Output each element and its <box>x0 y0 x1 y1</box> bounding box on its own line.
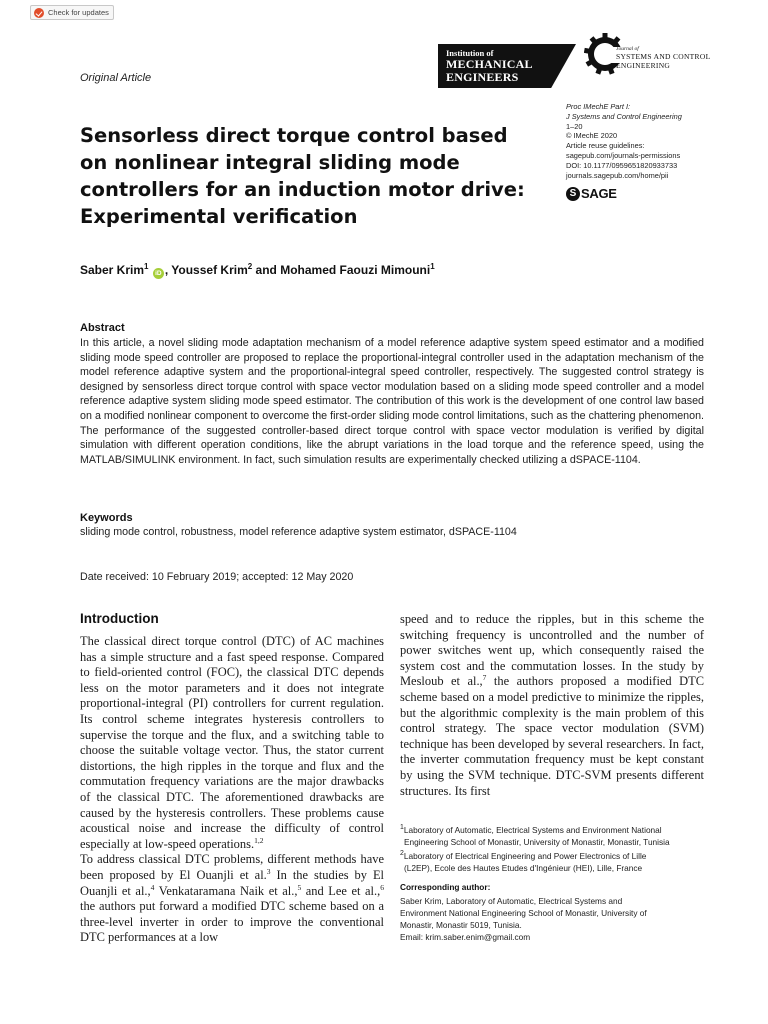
author-3: and Mohamed Faouzi Mimouni <box>252 263 431 277</box>
corresponding-author-heading: Corresponding author: <box>400 882 491 892</box>
orcid-icon[interactable]: iD <box>153 268 164 279</box>
corresponding-line: Monastir, Monastir 5019, Tunisia. <box>400 920 522 930</box>
intro-paragraph-2-cont: Venkataramana Naik et al., <box>154 883 298 898</box>
corresponding-email[interactable]: Email: krim.saber.enim@gmail.com <box>400 932 531 942</box>
citation-link[interactable]: 4 <box>150 882 155 892</box>
author-3-affil: 1 <box>430 262 435 271</box>
journal-logo-line2: SYSTEMS AND CONTROL <box>616 52 711 61</box>
publisher-logo-line3: ENGINEERS <box>446 70 519 84</box>
abstract-text: In this article, a novel sliding mode adaptation mechanism of a model reference adaptive system speed estimator and a modified sliding mode speed controller are proposed to replace the proportional-integral controller used in the adaptation mechanism of the model reference adaptive system and the proportional-integral speed controller, respectively. The suggested control strategy is designed by sensorless direct torque control with space vector modulation based on a sliding mode speed controller and a model reference adaptive system sliding mode speed estimator. The contribution of this work is the development of one control law based on a modified nonlinear component to overcome the first-order sliding mode control limitations, such as the chattering phenomenon. The performance of the suggested controller-based direct torque control with space vector modulation is verified by digital simulation with different operation conditions, like the abrupt variations in the load torque and the reference speed, using the MATLAB/SIMULINK environment. In fact, such simulation results are experimentally checked utilizing a dSPACE-1104. <box>80 337 704 466</box>
author-2-affil: 2 <box>247 262 253 271</box>
journal-info-line1: Proc IMechE Part I: <box>566 102 631 111</box>
intro-paragraph-2: To address classical DTC problems, different methods have been proposed by El Ouanjli et al. <box>80 852 384 882</box>
journal-info-pages: 1–20 <box>566 121 583 131</box>
intro-paragraph-1: The classical direct torque control (DTC) of AC machines has a simple structure and a fast speed response. Compared to field-oriented control (FOC), the classical DTC depends less on the motor parameters and it does not integrate proportional-integral (PI) controllers for current regulation. Its control scheme integrates hysteresis controllers to supervise the torque and the flux, and a switching table to choose the suitable voltage vector. Thus, the stator current distortions, the high ripples in the torque and flux and the commutation frequency variations are the major drawbacks of the classical DTC. The aforementioned drawbacks are caused by the hysteresis controllers. These problems cause acoustical noise and increase the difficulty of control especially at low-speed operations. <box>80 634 384 851</box>
keywords-text: sliding mode control, robustness, model reference adaptive system estimator, dSPACE-1104 <box>80 526 517 538</box>
author-1: Saber Krim <box>80 263 145 277</box>
journal-logo-line1: Journal of <box>616 46 639 52</box>
affiliation-2-cont: (L2EP), Ecole des Hautes Etudes d'Ingénieur (HEI), Lille, France <box>404 862 643 873</box>
check-for-updates-label: Check for updates <box>48 8 109 17</box>
publisher-logo-line1: Institution of <box>446 48 494 58</box>
affil-marker: 2 <box>400 849 404 857</box>
permissions-link[interactable]: sagepub.com/journals-permissions <box>566 150 681 160</box>
citation-link[interactable]: 3 <box>266 866 271 876</box>
affil-marker: 1 <box>400 824 404 831</box>
keywords-heading: Keywords <box>80 512 133 524</box>
dates: Date received: 10 February 2019; accepted: 12 May 2020 <box>80 571 354 583</box>
affiliation-1-cont: Engineering School of Monastir, University of Monastir, Monastir, Tunisia <box>404 836 670 847</box>
corresponding-line: Saber Krim, Laboratory of Automatic, Electrical Systems and <box>400 896 623 906</box>
body-column-left <box>80 634 384 946</box>
journal-info-line2: J Systems and Control Engineering <box>566 111 682 121</box>
check-icon <box>34 8 44 18</box>
intro-paragraph-2-cont: In the studies by El Ouanjli et al., <box>80 867 384 898</box>
citation-link[interactable]: 1,2 <box>254 835 264 845</box>
publisher-logo <box>438 44 576 88</box>
journal-home-link[interactable]: journals.sagepub.com/home/pii <box>566 170 669 180</box>
affiliations <box>400 822 710 874</box>
author-list <box>80 262 435 279</box>
intro-paragraph-2-cont: and Lee et al., <box>301 883 381 898</box>
intro-paragraph-2-cont: the authors put forward a modified DTC scheme based on a three-level inverter in order to improve the conventional DTC performances at a low <box>80 899 384 945</box>
journal-info-copyright: © IMechE 2020 <box>566 131 618 141</box>
check-for-updates-button[interactable] <box>30 5 114 20</box>
section-heading-introduction: Introduction <box>80 611 159 626</box>
author-1-affil: 1 <box>144 262 149 271</box>
journal-info-reuse: Article reuse guidelines: <box>566 141 645 151</box>
abstract-heading: Abstract <box>80 322 125 334</box>
intro-paragraph-2-cont: the authors proposed a modified DTC scheme based on a model predictive to minimize the ripples, but the algorithmic complexity is the main problem of this control strategy. The space vector modulation (SVM) technique has been developed by several researchers. In fact, the inverter commutation frequency must be kept constant by using the SVM technique. DTC-SVM presents different structures. Its first <box>400 674 704 798</box>
doi-link[interactable]: DOI: 10.1177/0959651820933733 <box>566 160 678 170</box>
citation-link[interactable]: 5 <box>297 882 302 892</box>
corresponding-line: Environment National Engineering School of Monastir, University of <box>400 908 647 918</box>
body-column-right <box>400 612 704 799</box>
author-2: , Youssef Krim <box>164 263 248 277</box>
sage-wordmark: SAGE <box>581 186 617 201</box>
article-type: Original Article <box>80 72 152 84</box>
publisher-logo-line2: MECHANICAL <box>446 57 533 71</box>
intro-paragraph-2-cont: speed and to reduce the ripples, but in this scheme the switching frequency is uncontrolled and the number of power switches went up, which consequently raised the system cost and the commutation losses. In the study by Mesloub et al., <box>400 612 704 689</box>
journal-logo-line3: ENGINEERING <box>616 61 671 70</box>
affiliation-1: Laboratory of Automatic, Electrical Systems and Environment National <box>403 824 662 835</box>
sage-logo <box>566 186 617 201</box>
citation-link[interactable]: 6 <box>380 882 384 892</box>
sage-s-icon: S <box>566 187 580 201</box>
paper-title: Sensorless direct torque control based on nonlinear integral sliding mode controllers for an induction motor drive: Experimental verification <box>80 124 525 228</box>
citation-link[interactable]: 7 <box>482 673 487 683</box>
corresponding-author <box>400 895 710 943</box>
affiliation-2: Laboratory of Electrical Engineering and Power Electronics of Lille <box>403 850 647 861</box>
journal-logo <box>616 46 710 70</box>
journal-info <box>566 102 682 180</box>
